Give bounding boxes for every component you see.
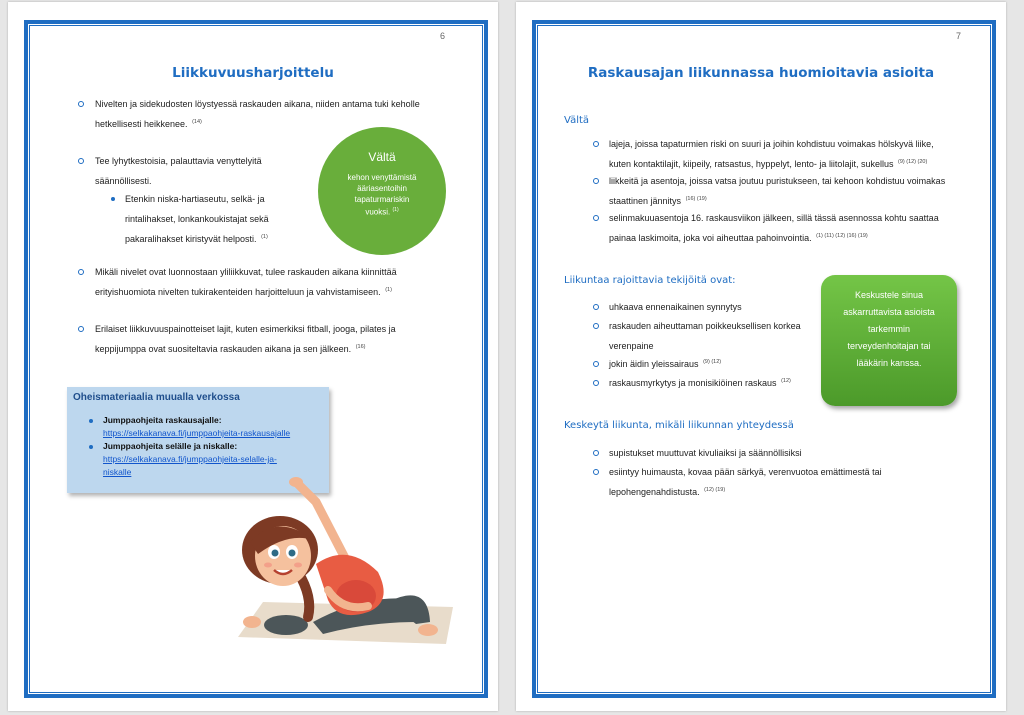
circle-bullet-icon [78, 326, 84, 332]
list-item: Jumppaohjeita selälle ja niskalle: https://selkakanava.fi/jumppaohjeita-selalle-ja- niskalle [103, 441, 277, 477]
link-raskausajalle[interactable]: https://selkakanava.fi/jumppaohjeita-raskausajalle [103, 428, 291, 438]
page-title: Liikkuvuusharjoittelu [172, 65, 334, 81]
circle-bullet-icon [593, 380, 599, 386]
external-material-title: Oheismateriaalia muualla verkossa [73, 392, 240, 403]
link-selalle-ja-niskalle[interactable]: https://selkakanava.fi/jumppaohjeita-selalle-ja- niskalle [103, 454, 277, 477]
page-number: 7 [956, 31, 962, 41]
page-title: Raskausajan liikunnassa huomioitavia asioita [587, 65, 935, 81]
stop-exercise-heading: Keskeytä liikunta, mikäli liikunnan yhteydessä [564, 420, 794, 431]
list-item: liikkeitä ja asentoja, joissa vatsa joutuu puristukseen, tai kehoon kohdistuu voimakas staattinen jännitys $^{(16) (19)}$ [609, 176, 946, 206]
circle-bullet-icon [593, 450, 599, 456]
avoid-heading: Vältä [564, 115, 590, 126]
list-item: Tee lyhytkestoisia, palauttavia venyttelyitä säännöllisesti. [95, 156, 262, 186]
list-item: supistukset muuttuvat kivuliaiksi ja säännöllisiksi [609, 448, 802, 458]
list-item: Mikäli nivelet ovat luonnostaan yliliikkuvat, tulee raskauden aikana kiinnittää erityishuomiota nivelten tukirakenteiden harjoitteluun ja vahvistamiseen. $^{(1)}$ [95, 267, 397, 297]
circle-bullet-icon [593, 178, 599, 184]
list-item: Jumppaohjeita raskausajalle: https://selkakanava.fi/jumppaohjeita-raskausajalle [103, 415, 291, 438]
avoid-circle-title: Vältä [368, 150, 396, 164]
circle-bullet-icon [593, 304, 599, 310]
pregnant-woman-stretching-illustration [228, 472, 458, 652]
list-item: raskausmyrkytys ja monisikiöinen raskaus $^{(12)}$ [609, 378, 791, 388]
list-item: selinmakuuasentoja 16. raskausviikon jälkeen, sillä tässä asennossa kohtu saattaa painaa laskimoita, joka voi aiheuttaa pahoinvointia. $^{(1) (11) (12) (16) (19)}$ [609, 213, 939, 243]
limiting-factors-heading: Liikuntaa rajoittavia tekijöitä ovat: [564, 275, 736, 286]
circle-bullet-icon [78, 101, 84, 107]
list-item: jokin äidin yleissairaus $^{(9) (12)}$ [609, 359, 722, 369]
list-item: lajeja, joissa tapaturmien riski on suuri ja joihin kohdistuu voimakas hölskyvä liike, kuten kontaktilajit, kiipeily, ratsastus, hyppelyt, lento- ja liitolajit, sukellus $^{(9) (12) (20)}$ [609, 139, 934, 169]
circle-bullet-icon [593, 323, 599, 329]
circle-bullet-icon [78, 158, 84, 164]
circle-bullet-icon [593, 215, 599, 221]
circle-bullet-icon [593, 361, 599, 367]
list-item: Nivelten ja sidekudosten löystyessä raskauden aikana, niiden antama tuki keholle hetkellisesti heikkenee. $^{(14)}$ [95, 99, 420, 129]
page-number: 6 [440, 31, 446, 41]
circle-bullet-icon [78, 269, 84, 275]
list-item: raskauden aiheuttaman poikkeuksellisen korkea verenpaine [609, 321, 801, 351]
list-item: uhkaava ennenaikainen synnytys [609, 302, 742, 312]
avoid-circle [318, 127, 446, 255]
page-7 [516, 2, 1006, 711]
list-item: Etenkin niska-hartiaseutu, selkä- ja rintalihakset, lonkankoukistajat sekä pakaralihakset kiristyvät helposti. $^{(1)}$ [125, 194, 269, 244]
circle-bullet-icon [593, 469, 599, 475]
page-6 [8, 2, 498, 711]
list-item: esiintyy huimausta, kovaa pään särkyä, verenvuotoa emättimestä tai lepohengenahdistusta. $^{(12) (19)}$ [609, 467, 882, 497]
dot-bullet-icon [111, 197, 115, 201]
circle-bullet-icon [593, 141, 599, 147]
consult-callout: Keskustele sinua askarruttavista asioista tarkemmin terveydenhoitajan tai lääkärin kanssa. [821, 275, 957, 406]
dot-bullet-icon [89, 419, 93, 423]
dot-bullet-icon [89, 445, 93, 449]
avoid-circle-text: kehon venyttämistä ääriasentoihin tapaturmariskin vuoksi. $^{(1)}$ [347, 173, 417, 217]
list-item: Erilaiset liikkuvuuspainotteiset lajit, kuten esimerkiksi fitball, jooga, pilates ja keppijumppa ovat suositeltavia raskauden aikana ja sen jälkeen. $^{(16)}$ [95, 324, 396, 354]
